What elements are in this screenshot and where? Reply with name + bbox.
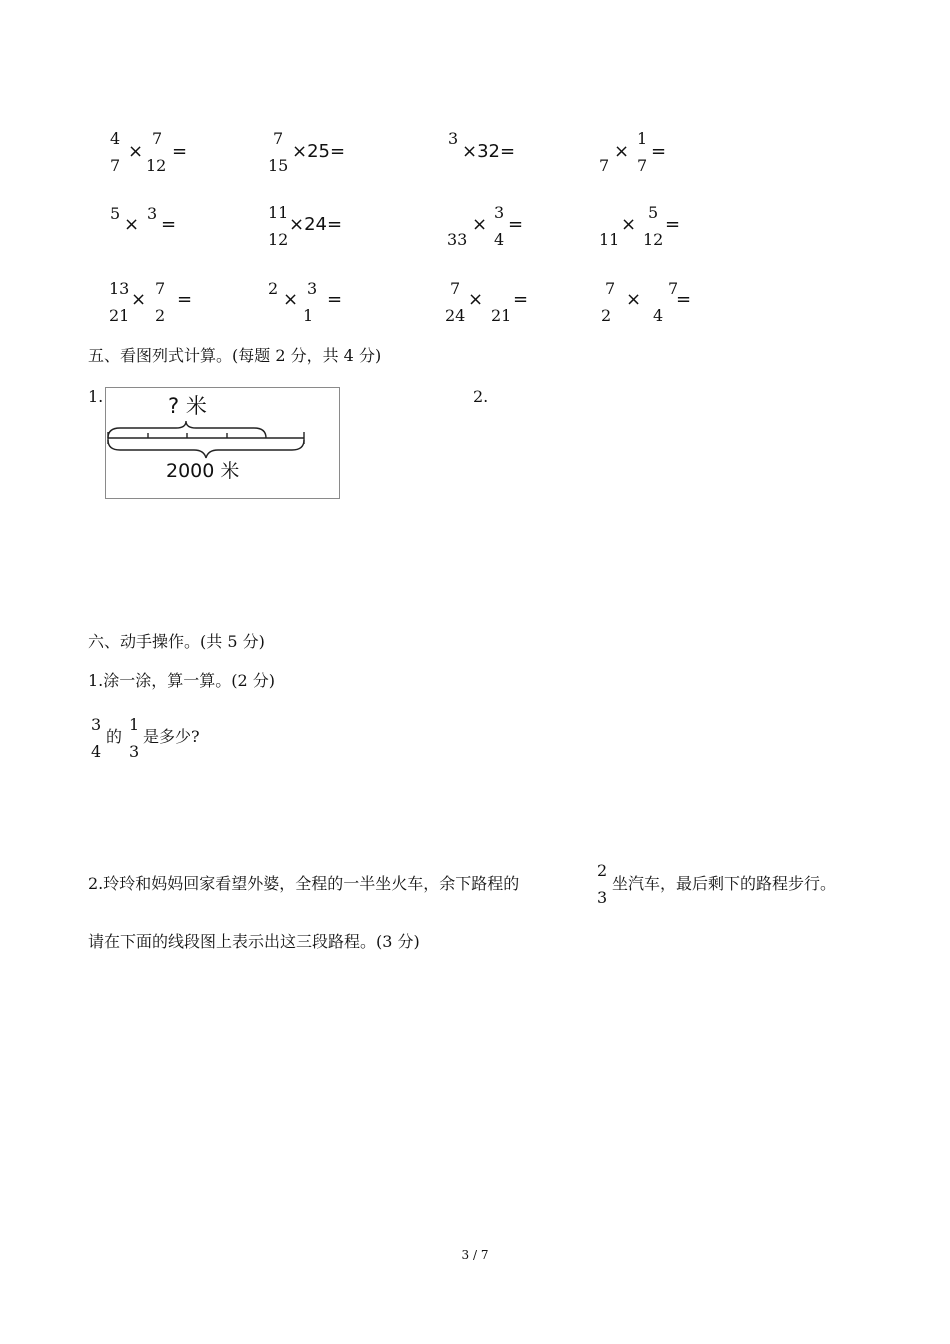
- denominator: 3: [129, 742, 140, 761]
- numerator: 3: [147, 204, 158, 223]
- times-sign: ×: [131, 289, 147, 310]
- question-2-label: 2.: [473, 387, 489, 406]
- denominator: 1: [303, 306, 314, 325]
- numerator: 7: [668, 279, 679, 298]
- numerator: 2: [597, 861, 608, 880]
- denominator: 12: [146, 156, 167, 175]
- numerator: 5: [648, 203, 659, 222]
- denominator: 2: [155, 306, 166, 325]
- equals-sign: =: [161, 214, 177, 235]
- denominator: 7: [637, 156, 648, 175]
- times-sign: ×: [468, 289, 484, 310]
- question-6-2-text-a: 2.玲玲和妈妈回家看望外婆，全程的一半坐火车，余下路程的: [88, 874, 520, 893]
- numerator: 2: [268, 279, 279, 298]
- denominator: 15: [268, 156, 289, 175]
- question-1-label: 1.: [88, 387, 104, 406]
- denominator: 3: [597, 888, 608, 907]
- times-sign: ×: [128, 141, 144, 162]
- denominator: 4: [91, 742, 102, 761]
- denominator: 11: [599, 230, 620, 249]
- times-sign: ×: [124, 214, 140, 235]
- numerator: 3: [494, 203, 505, 222]
- denominator: 21: [109, 306, 130, 325]
- times-sign: ×: [626, 289, 642, 310]
- equals-sign: =: [177, 289, 193, 310]
- denominator: 7: [110, 156, 121, 175]
- numerator: 4: [110, 129, 121, 148]
- times-sign: ×: [283, 289, 299, 310]
- question-6-1-title: 1.涂一涂，算一算。(2 分): [88, 671, 276, 690]
- question-6-2-text-b: 坐汽车，最后剩下的路程步行。: [612, 874, 837, 893]
- numerator: 3: [448, 129, 459, 148]
- section-6-title: 六、动手操作。(共 5 分): [88, 632, 265, 651]
- figure-top-label: ? 米: [168, 394, 207, 418]
- denominator: 12: [643, 230, 664, 249]
- times-expression: ×24=: [289, 214, 343, 235]
- numerator: 7: [605, 279, 616, 298]
- numerator: 7: [155, 279, 166, 298]
- denominator: 4: [653, 306, 664, 325]
- question-6-2-line-2: 请在下面的线段图上表示出这三段路程。(3 分): [88, 932, 420, 951]
- numerator: 1: [129, 715, 140, 734]
- equals-sign: =: [327, 289, 343, 310]
- times-sign: ×: [621, 214, 637, 235]
- times-sign: ×: [472, 214, 488, 235]
- numerator: 7: [152, 129, 163, 148]
- denominator: 2: [601, 306, 612, 325]
- numerator: 13: [109, 279, 130, 298]
- bottom-brace: [108, 440, 304, 458]
- numerator: 3: [307, 279, 318, 298]
- equals-sign: =: [172, 141, 188, 162]
- page-number: 3 / 7: [461, 1248, 489, 1262]
- numerator: 7: [273, 129, 284, 148]
- numerator: 3: [91, 715, 102, 734]
- equals-sign: =: [665, 214, 681, 235]
- denominator: 7: [599, 156, 610, 175]
- times-expression: ×25=: [292, 141, 346, 162]
- denominator: 12: [268, 230, 289, 249]
- equals-sign: =: [508, 214, 524, 235]
- numerator: 5: [110, 204, 121, 223]
- numerator: 7: [450, 279, 461, 298]
- figure-bottom-label: 2000 米: [166, 460, 240, 482]
- denominator: 4: [494, 230, 505, 249]
- numerator: 11: [268, 203, 289, 222]
- line-segment-figure: [105, 387, 340, 499]
- denominator: 24: [445, 306, 466, 325]
- de-character: 的: [106, 727, 123, 746]
- section-5-title: 五、看图列式计算。(每题 2 分，共 4 分): [88, 346, 382, 365]
- equals-sign: =: [651, 141, 667, 162]
- equals-sign: =: [513, 289, 529, 310]
- equals-sign: =: [676, 289, 692, 310]
- denominator: 33: [447, 230, 468, 249]
- numerator: 1: [637, 129, 648, 148]
- denominator: 21: [491, 306, 512, 325]
- times-expression: ×32=: [462, 141, 516, 162]
- times-sign: ×: [614, 141, 630, 162]
- question-text: 是多少?: [143, 727, 200, 746]
